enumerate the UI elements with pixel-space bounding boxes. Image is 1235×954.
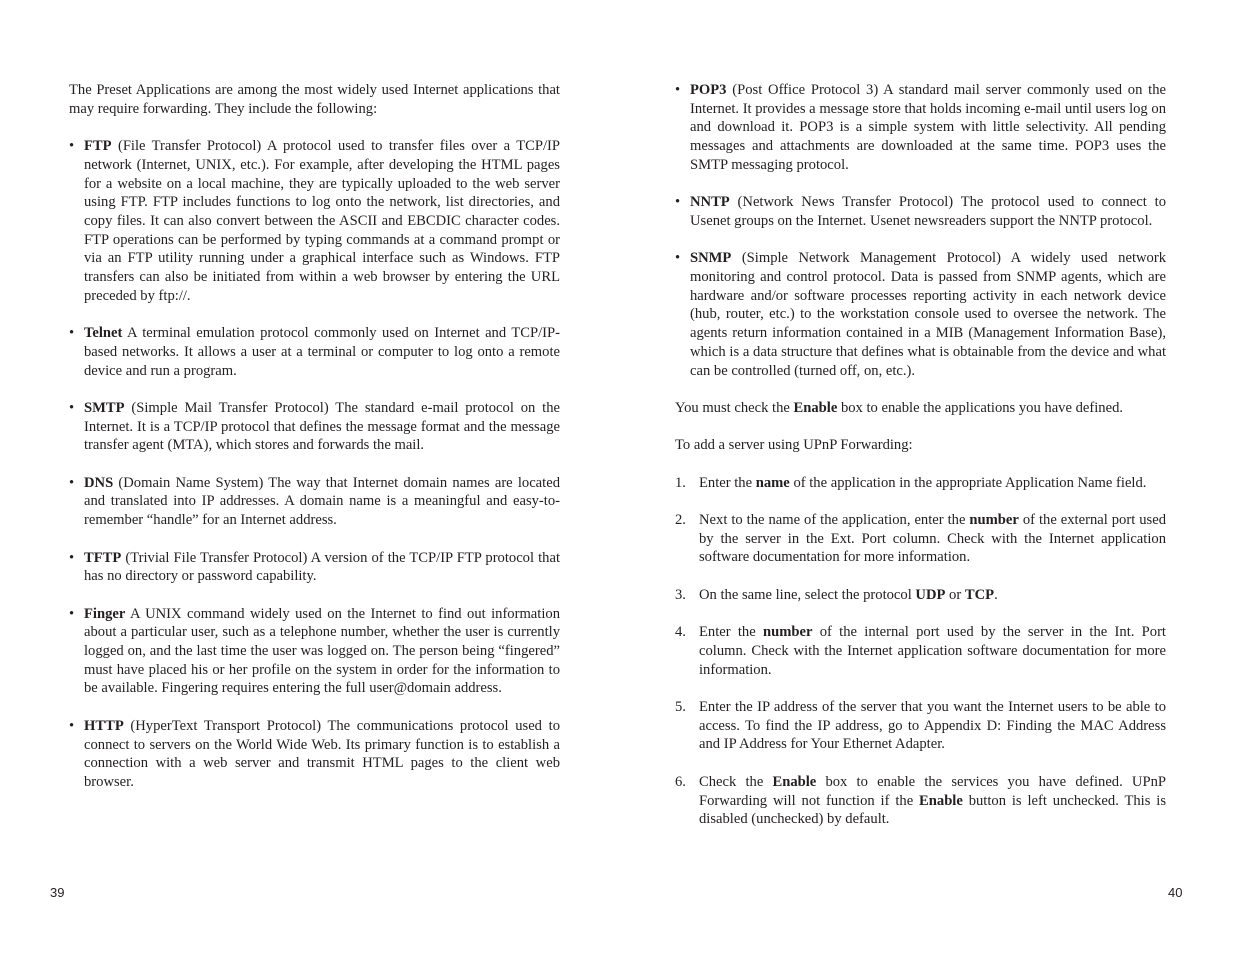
page-number-right: 40 — [1168, 885, 1183, 900]
step-6 — [675, 773, 1166, 829]
bullet-term: DNS — [84, 474, 114, 491]
bullet-marker: • — [675, 82, 681, 98]
step-text: of the external port used by the server in the Ext. Port column. Check with the Internet application software documentation for more information. — [699, 512, 1166, 566]
right-page-column — [675, 81, 1166, 848]
bullet-term: SMTP — [84, 399, 125, 416]
step-bold: number — [969, 512, 1019, 529]
step-text: Check the — [699, 773, 773, 790]
bullet-marker: • — [69, 717, 75, 734]
bullet-term: POP3 — [690, 82, 727, 98]
step-number: 5. — [675, 699, 686, 716]
step-4 — [675, 623, 1166, 679]
step-text: box to enable the services you have defined. UPnP Forwarding will not function if the — [699, 773, 1166, 809]
bullet-smtp — [69, 399, 560, 455]
bullet-term: TFTP — [84, 549, 122, 566]
step-bold: name — [755, 474, 790, 491]
bullet-term: HTTP — [84, 717, 124, 734]
bullet-marker: • — [69, 549, 75, 566]
step-text: . — [994, 586, 998, 603]
bullet-text: (Trivial File Transfer Protocol) A version of the TCP/IP FTP protocol that has no directory or password capability. — [84, 549, 560, 585]
step-number: 6. — [675, 773, 686, 790]
intro-paragraph: The Preset Applications are among the most widely used Internet applications that may require forwarding. They include the following: — [69, 82, 560, 117]
step-text: Enter the — [699, 474, 756, 491]
step-text: On the same line, select the protocol — [699, 586, 916, 603]
step-number: 4. — [675, 624, 686, 641]
enable-note-paragraph — [675, 399, 1166, 418]
step-text: button is left unchecked. This is disabled (unchecked) by default. — [699, 792, 1166, 828]
bullet-pop3 — [675, 81, 1166, 175]
bullet-marker: • — [69, 325, 75, 342]
bullet-marker: • — [675, 194, 681, 211]
step-2 — [675, 511, 1166, 567]
bullet-tftp — [69, 549, 560, 586]
step-bold: Enable — [919, 792, 963, 809]
bullet-text: A UNIX command widely used on the Internet to find out information about a particular user, such as a telephone number, whether the user is currently logged on, and the last time the user was logged on. The person being “fingered” must have placed his or her profile on the system in order for the information to be available. Fingering requires entering the full user@domain address. — [84, 605, 560, 697]
bullet-dns — [69, 474, 560, 530]
bullet-marker: • — [675, 250, 681, 267]
bullet-text: A terminal emulation protocol commonly used on Internet and TCP/IP-based networks. It allows a user at a terminal or computer to log onto a remote device and run a program. — [84, 325, 560, 379]
bullet-term: FTP — [84, 138, 112, 155]
bullet-term: Finger — [84, 605, 126, 622]
step-number: 1. — [675, 474, 686, 491]
bullet-term: Telnet — [84, 325, 123, 342]
step-number: 3. — [675, 586, 686, 603]
step-number: 2. — [675, 512, 686, 529]
bullet-text: (HyperText Transport Protocol) The communications protocol used to connect to servers on the World Wide Web. Its primary function is to establish a connection with a web server and transmit HTML pages to the client web browser. — [84, 717, 560, 790]
bullet-text: (Simple Mail Transfer Protocol) The standard e-mail protocol on the Internet. It is a TCP/IP protocol that defines the message format and the message transfer agent (MTA), which stores and forwards the mail. — [84, 399, 560, 454]
bullet-marker: • — [69, 138, 75, 155]
step-text: of the application in the appropriate Application Name field. — [789, 474, 1147, 491]
step-bold: TCP — [964, 586, 995, 603]
step-text: Enter the — [699, 624, 763, 641]
bullet-snmp — [675, 249, 1166, 380]
step-5 — [675, 698, 1166, 754]
step-1 — [675, 474, 1166, 493]
bullet-text: (Domain Name System) The way that Internet domain names are located and translated into IP addresses. A domain name is a meaningful and easy-to-remember “handle” for an Internet address. — [84, 474, 560, 529]
bullet-finger — [69, 605, 560, 699]
bullet-http — [69, 717, 560, 792]
bullet-term: SNMP — [690, 250, 732, 267]
page-number-left: 39 — [50, 885, 65, 900]
step-3 — [675, 586, 1166, 605]
bullet-text: (Network News Transfer Protocol) The protocol used to connect to Usenet groups on the Internet. Usenet newsreaders support the NNTP protocol. — [690, 194, 1166, 229]
step-bold: number — [762, 624, 813, 641]
step-text: of the internal port used by the server in the Int. Port column. Check with the Internet application software documentation for more information. — [699, 624, 1166, 678]
step-bold: UDP — [915, 586, 946, 603]
steps-intro-paragraph: To add a server using UPnP Forwarding: — [675, 437, 913, 454]
bullet-text: (Post Office Protocol 3) A standard mail server commonly used on the Internet. It provides a message store that holds incoming e-mail until users log on and download it. POP3 is a simple system with little selectivity. All pending messages and attachments are downloaded at the same time. POP3 uses the SMTP messaging protocol. — [690, 82, 1166, 173]
bullet-nntp — [675, 193, 1166, 230]
note-bold: Enable — [793, 399, 838, 416]
bullet-term: NNTP — [690, 194, 730, 211]
bullet-marker: • — [69, 474, 75, 491]
left-page-column — [69, 81, 560, 810]
note-text: You must check the — [675, 399, 794, 416]
step-bold: Enable — [772, 773, 817, 790]
step-text: Next to the name of the application, enter the — [699, 512, 970, 529]
step-text: or — [945, 586, 965, 603]
note-text: box to enable the applications you have defined. — [837, 399, 1124, 416]
bullet-ftp — [69, 137, 560, 305]
bullet-text: (File Transfer Protocol) A protocol used to transfer files over a TCP/IP network (Internet, UNIX, etc.). For example, after developing the HTML pages for a website on a local machine, they are typically uploaded to the web server using FTP. FTP includes functions to log onto the network, list directories, and copy files. It can also convert between the ASCII and EBCDIC character codes. FTP operations can be performed by typing commands at a command prompt or via an FTP utility running under a graphical interface such as Windows. FTP transfers can also be initiated from within a web browser by entering the URL preceded by ftp://. — [84, 138, 560, 304]
bullet-text: (Simple Network Management Protocol) A widely used network monitoring and control protocol. Data is passed from SNMP agents, which are hardware and/or software processes reporting activity in each network device (hub, router, etc.) to the workstation console used to oversee the network. The agents return information contained in a MIB (Management Information Base), which is a data structure that defines what is obtainable from the device and what can be controlled (turned off, on, etc.). — [690, 250, 1166, 379]
bullet-telnet — [69, 324, 560, 380]
bullet-marker: • — [69, 399, 75, 416]
step-text: Enter the IP address of the server that you want the Internet users to be able to access. To find the IP address, go to Appendix D: Finding the MAC Address and IP Address for Your Ethernet Adapter. — [699, 699, 1166, 753]
bullet-marker: • — [69, 605, 75, 622]
